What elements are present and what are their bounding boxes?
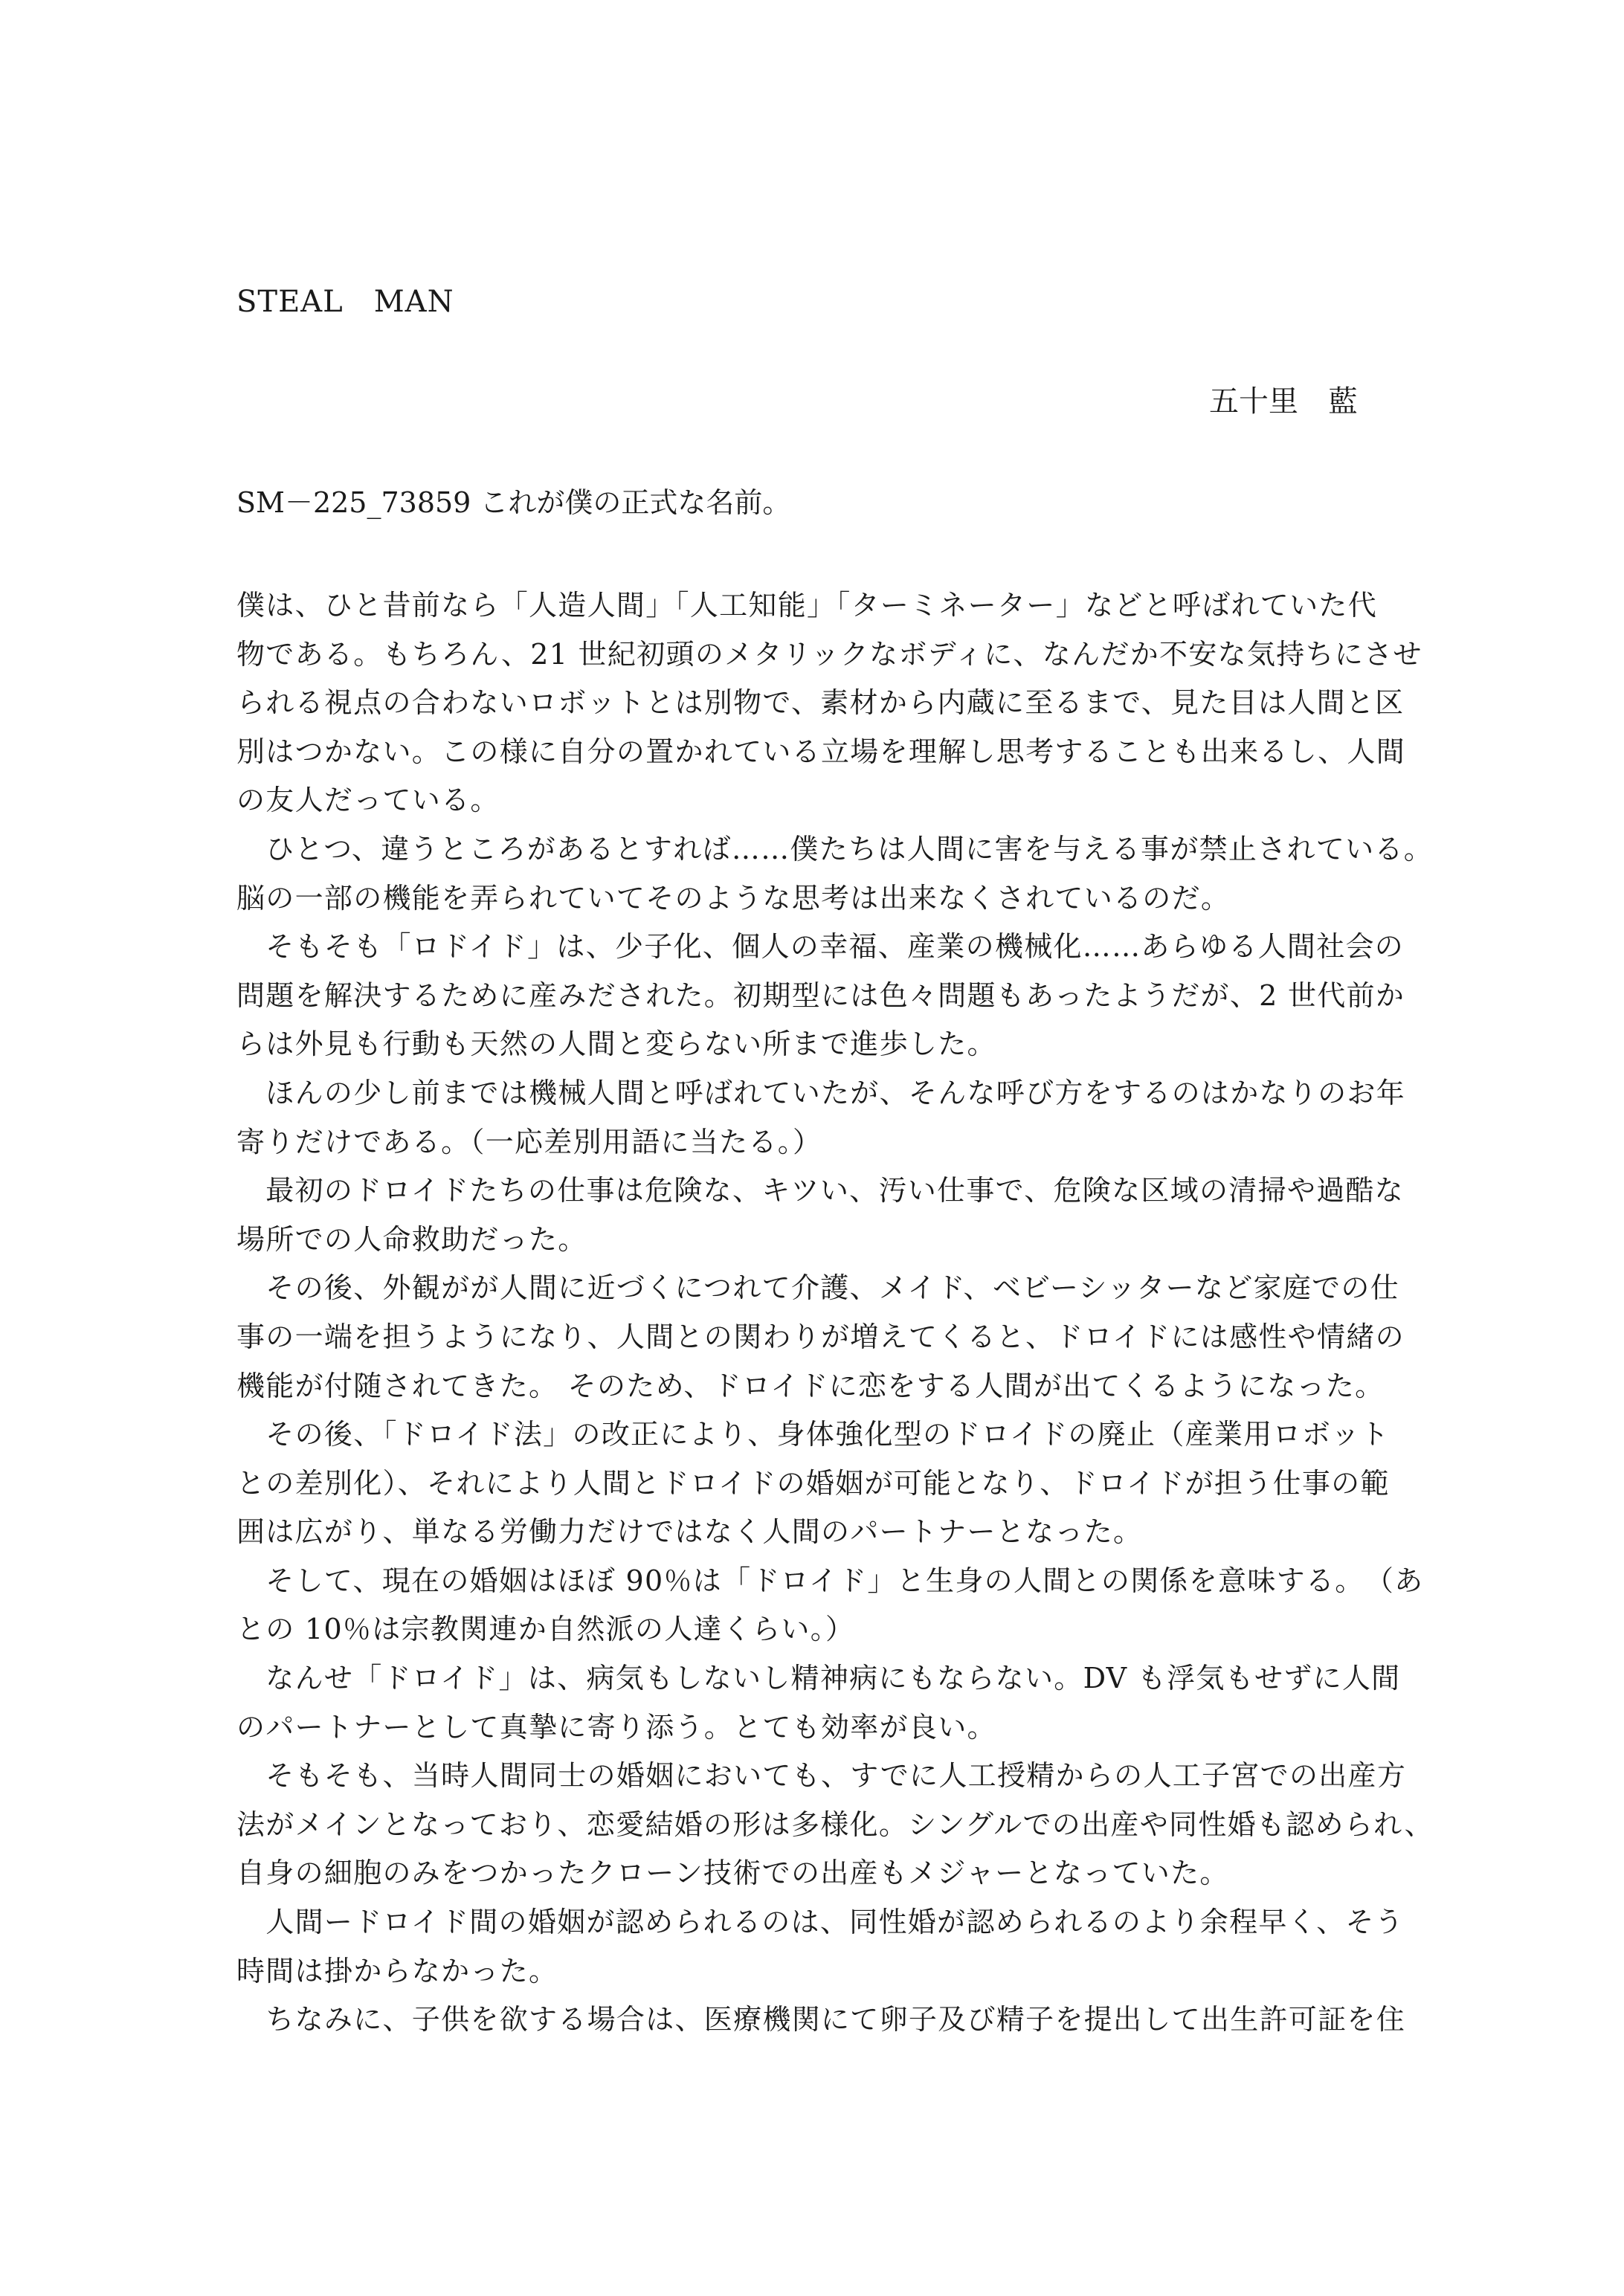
body-line: なんせ「ドロイド」は、病気もしないし精神病にもならない。DV も浮気もせずに人間 [236, 1662, 1401, 1695]
body-line: 時間は掛からなかった。 [236, 1954, 558, 1987]
body-line: 囲は広がり、単なる労働力だけではなく人間のパートナーとなった。 [236, 1515, 1143, 1549]
body-line: その後、「ドロイド法」の改正により、身体強化型のドロイドの廃止（産業用ロボット [236, 1418, 1390, 1451]
body-line: 機能が付随されてきた。 そのため、ドロイドに恋をする人間が出てくるようになった。 [236, 1369, 1385, 1402]
body-line: そして、現在の婚姻はほぼ 90％は「ドロイド」と生身の人間との関係を意味する。 （あ [236, 1564, 1424, 1597]
body-line: られる視点の合わないロボットとは別物で、素材から内蔵に至るまで、見た目は人間と区 [236, 686, 1405, 720]
body-text [236, 581, 1434, 2045]
body-line: ひとつ、違うところがあるとすれば……僕たちは人間に害を与える事が禁止されている。 [236, 832, 1434, 865]
body-line: 別はつかない。この様に自分の置かれている立場を理解し思考することも出来るし、人間 [236, 735, 1406, 768]
lead-line: SM－225_73859 これが僕の正式な名前。 [236, 486, 791, 519]
body-line: のパートナーとして真摯に寄り添う。とても効率が良い。 [236, 1710, 996, 1744]
body-line: 僕は、ひと昔前なら「人造人間」「人工知能」「ターミネーター」などと呼ばれていた代 [236, 589, 1378, 622]
body-line: 最初のドロイドたちの仕事は危険な、キツい、汚い仕事で、危険な区域の清掃や過酷な [236, 1174, 1405, 1207]
body-line: 脳の一部の機能を弄られていてそのような思考は出来なくされているのだ。 [236, 881, 1231, 915]
body-line: との差別化）、それにより人間とドロイドの婚姻が可能となり、ドロイドが担う仕事の範 [236, 1466, 1390, 1500]
body-line: 問題を解決するために産みだされた。初期型には色々問題もあったようだが、2 世代前か [236, 978, 1405, 1012]
body-line: との 10％は宗教関連か自然派の人達くらい。） [236, 1613, 855, 1646]
body-line: ちなみに、子供を欲する場合は、医療機関にて卵子及び精子を提出して出生許可証を住 [236, 2003, 1406, 2037]
document-title: STEAL MAN [236, 285, 454, 319]
body-line: 人間ードロイド間の婚姻が認められるのは、同性婚が認められるのより余程早く、そう [236, 1906, 1405, 1939]
body-line: 自身の細胞のみをつかったクローン技術での出産もメジャーとなっていた。 [236, 1857, 1229, 1890]
author-name: 五十里 藍 [1209, 384, 1358, 419]
body-line: 物である。もちろん、21 世紀初頭のメタリックなボディに、なんだか不安な気持ちにさせ [236, 637, 1422, 671]
body-line: その後、外観がが人間に近づくにつれて介護、メイド、ベビーシッターなど家庭での仕 [236, 1271, 1400, 1305]
body-line: らは外見も行動も天然の人間と変らない所まで進歩した。 [236, 1028, 996, 1061]
body-line: 場所での人命救助だった。 [236, 1222, 587, 1256]
body-line: そもそも、当時人間同士の婚姻においても、すでに人工授精からの人工子宮での出産方 [236, 1759, 1407, 1793]
body-line: の友人だっている。 [236, 784, 500, 817]
body-line: 法がメインとなっており、恋愛結婚の形は多様化。シングルでの出産や同性婚も認められ、 [236, 1808, 1434, 1841]
body-line: そもそも「ロドイド」は、少子化、個人の幸福、産業の機械化……あらゆる人間社会の [236, 930, 1405, 964]
body-line: 事の一端を担うようになり、人間との関わりが増えてくると、ドロイドには感性や情緒の [236, 1320, 1405, 1353]
body-line: ほんの少し前までは機械人間と呼ばれていたが、そんな呼び方をするのはかなりのお年 [236, 1076, 1406, 1109]
body-line: 寄りだけである。（一応差別用語に当たる。） [236, 1125, 822, 1158]
